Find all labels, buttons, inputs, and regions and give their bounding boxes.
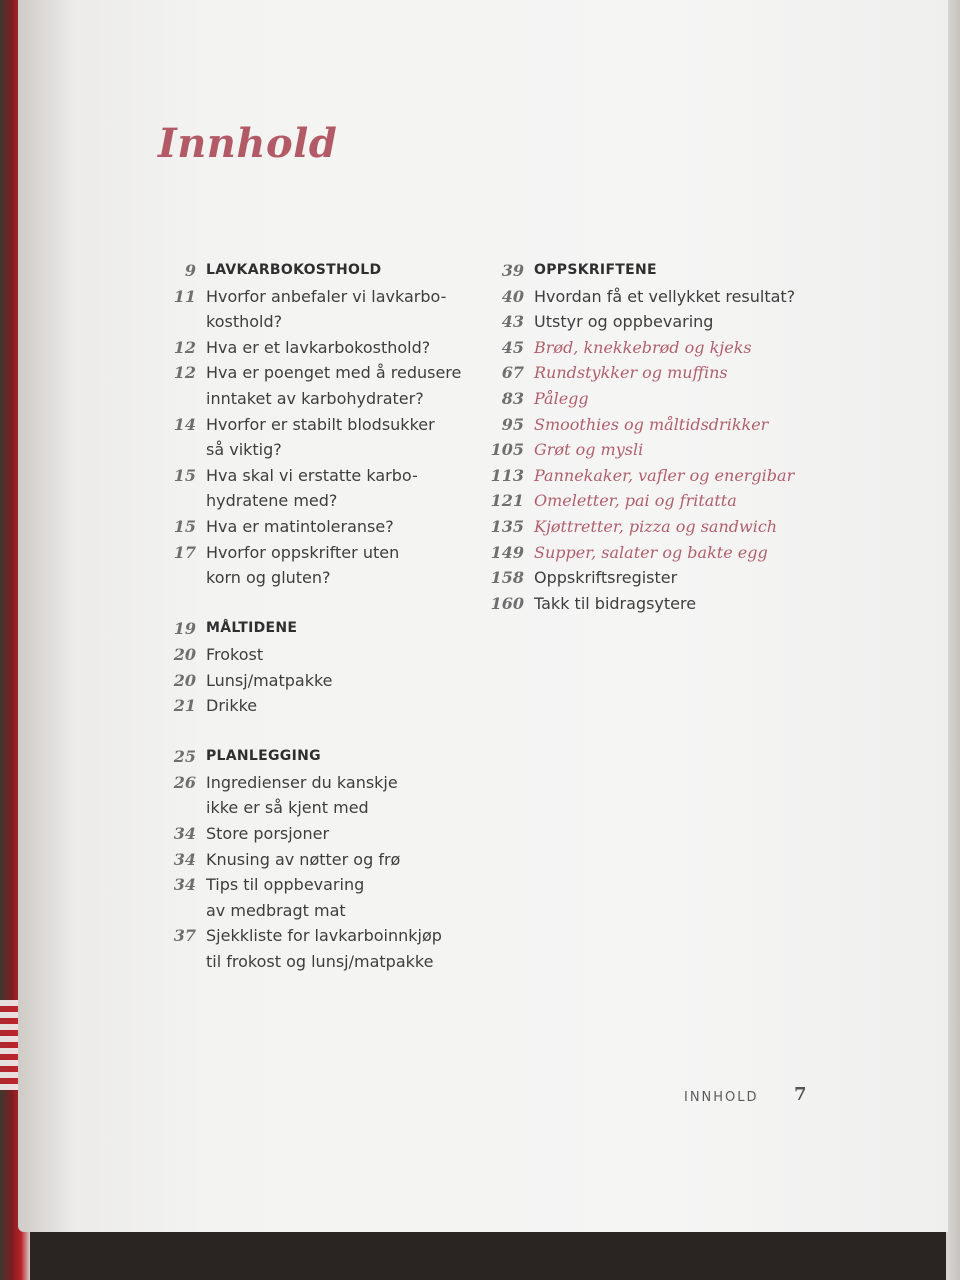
toc-entry [476,437,816,463]
toc-page-number: 40 [501,286,524,306]
toc-entry [148,668,478,694]
toc-entry [148,412,478,438]
toc-entry-text: Brød, knekkebrød og kjeks [534,337,752,357]
toc-page-number: 14 [173,414,196,434]
toc-entry [148,309,478,335]
toc-entry [148,898,478,924]
toc-page-number: 26 [173,772,196,792]
page-edge-right [946,0,960,1280]
toc-entry [148,821,478,847]
toc-entry [476,309,816,335]
toc-page-number [148,309,206,335]
toc-entry [148,514,478,540]
toc-entry-text: Supper, salater og bakte egg [534,542,768,562]
toc-entry [476,565,816,591]
toc-entry-text: Hva er et lavkarbokosthold? [206,337,431,357]
toc-entry [476,335,816,361]
toc-page-number: 34 [173,849,196,869]
toc-entry-text: MÅLTIDENE [206,620,298,637]
section-gap [148,719,478,745]
toc-section-heading [148,744,478,770]
toc-page-number [148,437,206,463]
toc-entry-text: korn og gluten? [206,568,331,588]
toc-entry [148,872,478,898]
toc-page-number: 34 [173,824,196,844]
toc-page-number: 37 [173,926,196,946]
toc-entry-text: Knusing av nøtter og frø [206,849,401,869]
toc-entry-text: Frokost [206,644,264,664]
toc-entry-text: PLANLEGGING [206,748,321,765]
toc-page-number: 45 [501,337,524,357]
toc-entry-text: OPPSKRIFTENE [534,262,657,278]
toc-entry [148,360,478,386]
toc-page-number: 21 [173,696,196,716]
toc-entry-text: ikke er så kjent med [206,798,369,818]
toc-entry-text: så viktig? [206,440,282,460]
toc-page-number: 121 [490,491,524,511]
toc-entry-text: Hvordan få et vellykket resultat? [534,286,796,306]
toc-entry-text: Pannekaker, vafler og energibar [534,465,795,485]
toc-entry-text: Takk til bidragsytere [534,593,697,613]
toc-entry [476,386,816,412]
toc-entry [476,488,816,514]
toc-page-number: 12 [173,337,196,357]
toc-entry-text: Hva er poenget med å redusere [206,363,462,383]
page-title: Innhold [158,120,338,167]
toc-entry-text: Pålegg [534,388,589,408]
toc-page-number: 15 [173,516,196,536]
toc-entry-text: kosthold? [206,312,283,332]
toc-page-number: 83 [501,388,524,408]
toc-entry-text: Store porsjoner [206,824,330,844]
toc-page-number: 20 [173,670,196,690]
toc-entry-text: LAVKARBOKOSTHOLD [206,262,382,278]
toc-entry-text: til frokost og lunsj/matpakke [206,952,434,972]
toc-entry [148,693,478,719]
toc-page-number: 25 [173,747,196,767]
toc-column-right [476,258,816,616]
running-footer-section: INNHOLD [684,1090,759,1105]
toc-entry [148,540,478,566]
toc-entry [148,565,478,591]
toc-entry [148,847,478,873]
toc-entry-text: Oppskriftsregister [534,568,678,588]
toc-entry [148,795,478,821]
toc-page-number: 12 [173,363,196,383]
toc-entry [476,284,816,310]
toc-column-left [148,258,478,975]
toc-page-number [148,898,206,924]
toc-entry [148,386,478,412]
toc-entry-text: inntaket av karbohydrater? [206,388,424,408]
toc-entry-text: Hvorfor anbefaler vi lavkarbo- [206,286,447,306]
toc-entry-text: Kjøttretter, pizza og sandwich [534,516,778,536]
toc-entry [476,412,816,438]
toc-entry-text: av medbragt mat [206,900,346,920]
toc-page-number [148,488,206,514]
toc-page-number: 9 [184,261,196,280]
toc-entry [476,360,816,386]
toc-page-number: 158 [490,568,524,588]
toc-page-number: 34 [173,875,196,895]
toc-page-number [148,949,206,975]
toc-entry-text: Tips til oppbevaring [206,875,365,895]
toc-entry-text: Hvorfor oppskrifter uten [206,542,400,562]
toc-page-number [148,386,206,412]
toc-page-number: 43 [501,312,524,332]
toc-entry [148,770,478,796]
toc-entry [148,335,478,361]
toc-entry-text: Sjekkliste for lavkarboinnkjøp [206,926,442,946]
toc-entry [148,488,478,514]
toc-page-number: 19 [173,619,196,639]
toc-entry-text: Drikke [206,696,258,716]
toc-page-number: 67 [501,363,524,383]
toc-page-number: 20 [173,644,196,664]
toc-entry [476,591,816,617]
toc-section-heading [476,258,816,284]
toc-entry [148,949,478,975]
toc-entry-text: Hva er matintoleranse? [206,516,394,536]
toc-entry [148,437,478,463]
toc-page-number: 105 [490,440,524,460]
toc-entry-text: Rundstykker og muffins [534,363,728,383]
toc-entry-text: Grøt og mysli [534,440,644,460]
toc-page-number: 39 [501,261,524,280]
section-gap [148,591,478,617]
toc-entry [476,514,816,540]
toc-page-number: 11 [173,286,196,306]
toc-entry-text: Hva skal vi erstatte karbo- [206,465,418,485]
toc-page-number [148,795,206,821]
toc-entry [476,463,816,489]
book-page [18,0,948,1232]
page-number: 7 [794,1084,807,1105]
toc-entry-text: Hvorfor er stabilt blodsukker [206,414,435,434]
toc-page-number: 15 [173,465,196,485]
toc-section-heading [148,258,478,284]
toc-page-number: 95 [501,414,524,434]
toc-entry-text: Omeletter, pai og fritatta [534,491,737,511]
toc-page-number: 135 [490,516,524,536]
toc-page-number: 160 [490,593,524,613]
toc-entry [148,284,478,310]
toc-entry [148,463,478,489]
toc-entry [148,923,478,949]
toc-entry [148,642,478,668]
toc-entry-text: Utstyr og oppbevaring [534,312,714,332]
toc-section-heading [148,616,478,642]
toc-entry-text: hydratene med? [206,491,338,511]
toc-entry-text: Lunsj/matpakke [206,670,333,690]
toc-page-number: 113 [490,465,524,485]
toc-page-number: 149 [490,542,524,562]
toc-entry-text: Ingredienser du kanskje [206,772,398,792]
toc-entry [476,540,816,566]
toc-entry-text: Smoothies og måltidsdrikker [534,414,769,434]
toc-page-number: 17 [173,542,196,562]
toc-page-number [148,565,206,591]
